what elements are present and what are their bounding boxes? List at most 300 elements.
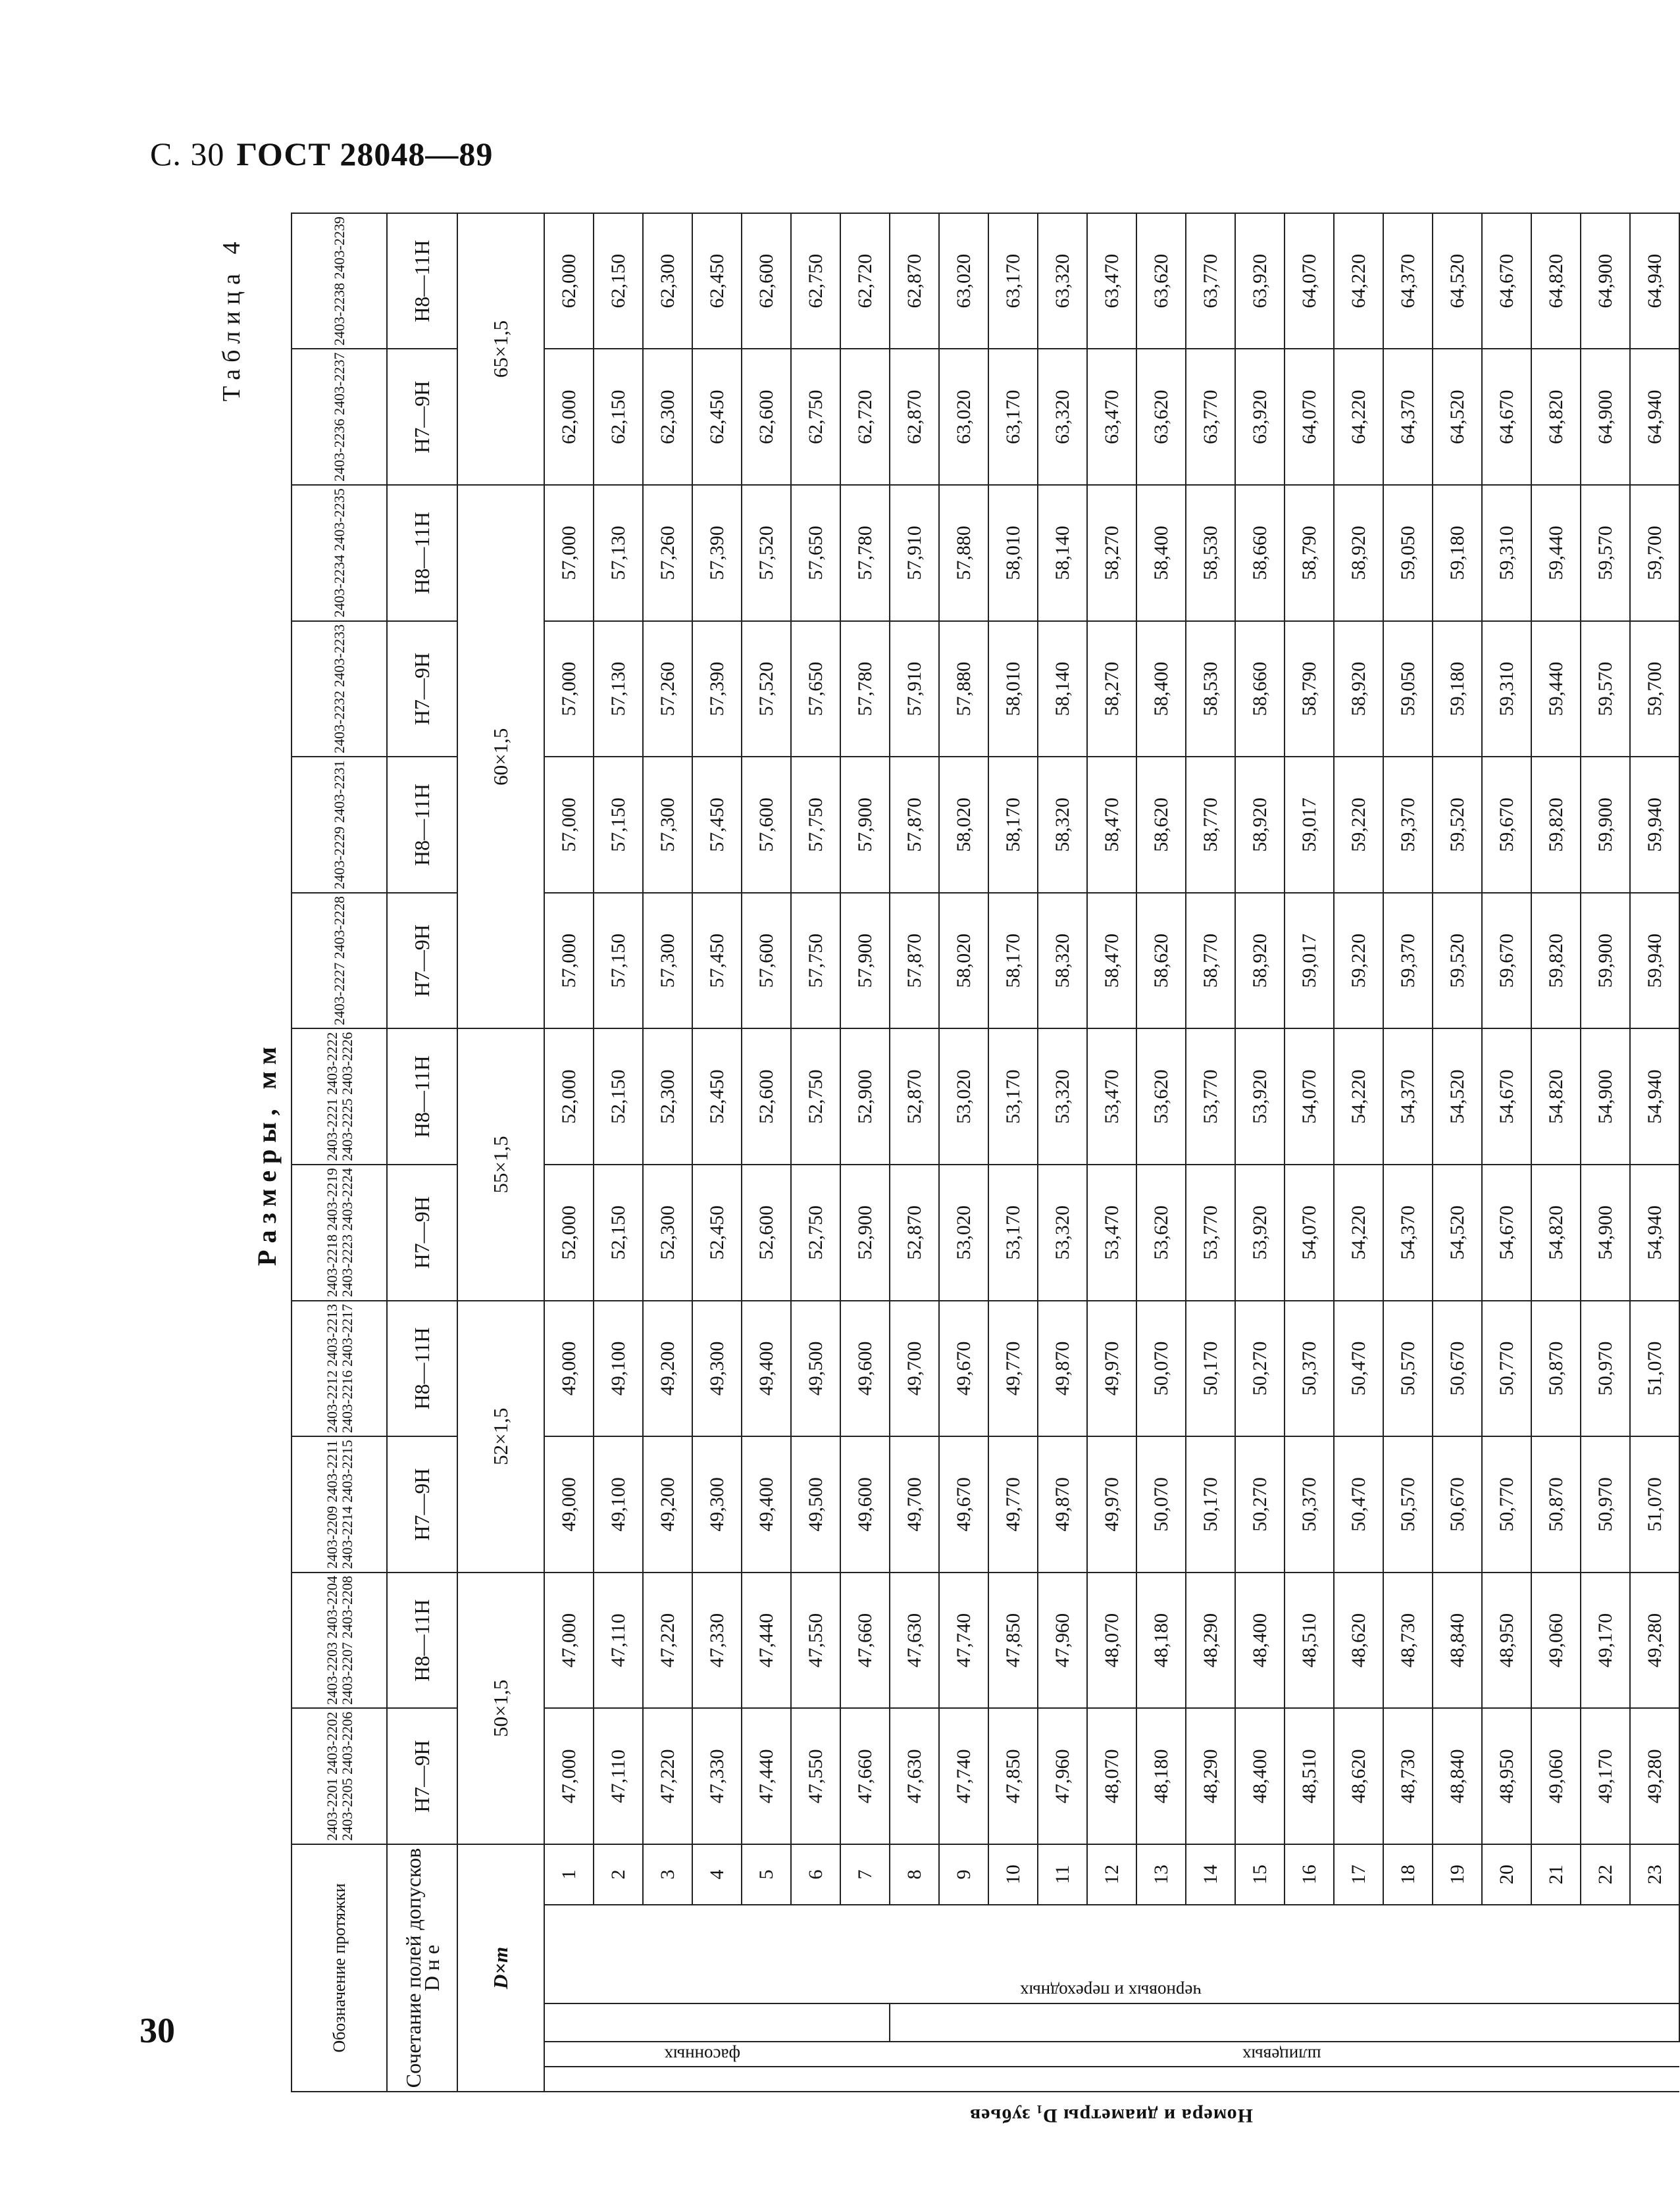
- diameter-value: 49,100: [594, 1301, 643, 1437]
- diameter-value: 59,940: [1630, 757, 1679, 893]
- diameter-value: 57,900: [840, 757, 890, 893]
- diameter-value: 57,000: [544, 757, 594, 893]
- diameter-value: 47,740: [939, 1573, 988, 1709]
- diameter-value: 52,750: [791, 1028, 840, 1165]
- group-label-shaped: фасонных: [664, 2045, 741, 2065]
- diameter-value: 54,220: [1334, 1165, 1383, 1301]
- diameter-value: 48,840: [1433, 1573, 1482, 1709]
- row-number: 9: [939, 1844, 988, 1905]
- diameter-value: 50,570: [1383, 1436, 1433, 1573]
- tolerance-cell: H8—11H: [387, 1573, 457, 1709]
- designation-cell: 2403-2218 2403-2219 2403-2223 2403-2224: [292, 1165, 387, 1301]
- diameter-value: 59,220: [1334, 893, 1383, 1029]
- diameter-value: 63,170: [988, 213, 1038, 349]
- designation-cell: 2403-2221 2403-2222 2403-2225 2403-2226: [292, 1028, 387, 1165]
- diameter-value: 49,200: [643, 1301, 692, 1437]
- diameter-value: 58,770: [1186, 893, 1235, 1029]
- diameter-value: 53,620: [1136, 1165, 1186, 1301]
- diameter-value: 48,730: [1383, 1573, 1433, 1709]
- diameter-value: 48,510: [1285, 1573, 1334, 1709]
- diameter-value: 49,970: [1087, 1436, 1136, 1573]
- designation-cell: 2403-2203 2403-2204 2403-2207 2403-2208: [292, 1573, 387, 1709]
- designation-cell: 2403-2227 2403-2228: [292, 893, 387, 1029]
- diameter-value: 58,140: [1038, 485, 1087, 621]
- diameter-value: 62,750: [791, 349, 840, 485]
- sizes-caption: Размеры, мм: [252, 1040, 282, 1266]
- table-row: [1433, 213, 1482, 2092]
- diameter-value: 47,960: [1038, 1708, 1087, 1844]
- diameter-value: 48,510: [1285, 1708, 1334, 1844]
- diameter-value: 54,900: [1581, 1165, 1630, 1301]
- diameter-value: 58,170: [988, 893, 1038, 1029]
- diameter-value: 53,920: [1235, 1165, 1285, 1301]
- row-number: 17: [1334, 1844, 1383, 1905]
- diameter-value: 50,470: [1334, 1301, 1383, 1437]
- diameter-value: 64,220: [1334, 213, 1383, 349]
- diameter-value: 59,050: [1383, 485, 1433, 621]
- diameter-value: 52,150: [594, 1165, 643, 1301]
- diameter-value: 50,570: [1383, 1301, 1433, 1437]
- diameter-value: 47,440: [742, 1573, 791, 1709]
- diameter-value: 64,820: [1531, 349, 1581, 485]
- diameter-value: 62,720: [840, 349, 890, 485]
- diameter-value: 49,500: [791, 1436, 840, 1573]
- diameter-value: 53,320: [1038, 1028, 1087, 1165]
- table-row: [1531, 213, 1581, 2092]
- diameter-value: 57,600: [742, 757, 791, 893]
- tolerance-cell: H7—9H: [387, 1708, 457, 1844]
- diameter-value: 57,780: [840, 621, 890, 757]
- diameter-value: 57,150: [594, 893, 643, 1029]
- diameter-value: 49,200: [643, 1436, 692, 1573]
- diameter-value: 49,280: [1630, 1708, 1679, 1844]
- diameter-value: 62,300: [643, 213, 692, 349]
- diameter-value: 64,070: [1285, 213, 1334, 349]
- row-number: 3: [643, 1844, 692, 1905]
- diameter-value: 57,390: [692, 621, 742, 757]
- diameter-value: 53,470: [1087, 1028, 1136, 1165]
- row-number: 8: [890, 1844, 939, 1905]
- diameter-value: 63,770: [1186, 349, 1235, 485]
- diameter-value: 48,400: [1235, 1573, 1285, 1709]
- table-row: [1383, 213, 1433, 2092]
- diameter-value: 62,000: [544, 349, 594, 485]
- diameter-value: 48,180: [1136, 1573, 1186, 1709]
- diameter-value: 52,870: [890, 1028, 939, 1165]
- diameter-value: 52,450: [692, 1165, 742, 1301]
- diameter-value: 63,920: [1235, 213, 1285, 349]
- diameter-value: 58,790: [1285, 621, 1334, 757]
- diameter-value: 53,620: [1136, 1028, 1186, 1165]
- diameter-value: 49,170: [1581, 1708, 1630, 1844]
- diameter-value: 59,220: [1334, 757, 1383, 893]
- diameter-value: 57,000: [544, 893, 594, 1029]
- diameter-value: 59,370: [1383, 757, 1433, 893]
- diameter-value: 47,110: [594, 1573, 643, 1709]
- diameter-value: 63,320: [1038, 213, 1087, 349]
- diameter-value: 54,820: [1531, 1028, 1581, 1165]
- diameter-value: 63,020: [939, 349, 988, 485]
- diameter-value: 47,960: [1038, 1573, 1087, 1709]
- diameter-value: 58,770: [1186, 757, 1235, 893]
- table-row: [1630, 213, 1679, 2092]
- tolerance-header: Сочетание полей допусков D н е: [387, 1844, 457, 2092]
- diameter-value: 54,820: [1531, 1165, 1581, 1301]
- diameter-value: 49,400: [742, 1301, 791, 1437]
- designation-cell: 2403-2238 2403-2239: [292, 213, 387, 349]
- diameter-value: 51,070: [1630, 1301, 1679, 1437]
- table-row: [692, 213, 742, 2092]
- diameter-value: 47,220: [643, 1708, 692, 1844]
- diameter-value: 50,370: [1285, 1301, 1334, 1437]
- diameter-value: 57,520: [742, 621, 791, 757]
- diameter-value: 49,670: [939, 1301, 988, 1437]
- diameter-value: 49,500: [791, 1301, 840, 1437]
- diameter-value: 57,000: [544, 485, 594, 621]
- diameter-value: 48,950: [1482, 1708, 1531, 1844]
- diameter-value: 59,050: [1383, 621, 1433, 757]
- diameter-value: 62,450: [692, 213, 742, 349]
- diameter-value: 48,070: [1087, 1708, 1136, 1844]
- diameter-value: 64,220: [1334, 349, 1383, 485]
- diameter-value: 57,880: [939, 621, 988, 757]
- table-row: [1136, 213, 1186, 2092]
- group-label-rough: черновых и переходных: [1020, 1981, 1202, 2002]
- diameter-value: 63,470: [1087, 213, 1136, 349]
- diameter-value: 47,330: [692, 1708, 742, 1844]
- diameter-value: 58,620: [1136, 757, 1186, 893]
- diameter-value: 57,130: [594, 621, 643, 757]
- diameter-value: 48,950: [1482, 1573, 1531, 1709]
- designation-cell: 2403-2229 2403-2231: [292, 757, 387, 893]
- diameter-value: 59,570: [1581, 485, 1630, 621]
- dxm-cell: 65×1,5: [457, 213, 544, 485]
- diameter-value: 54,520: [1433, 1165, 1482, 1301]
- diameter-value: 50,370: [1285, 1436, 1334, 1573]
- diameter-value: 63,020: [939, 213, 988, 349]
- table-row: [1581, 213, 1630, 2092]
- diameter-value: 49,300: [692, 1436, 742, 1573]
- row-number: 15: [1235, 1844, 1285, 1905]
- diameter-value: 52,300: [643, 1028, 692, 1165]
- diameter-value: 62,600: [742, 349, 791, 485]
- diameter-value: 53,770: [1186, 1028, 1235, 1165]
- diameter-value: 64,670: [1482, 349, 1531, 485]
- row-number: 11: [1038, 1844, 1087, 1905]
- table-row: [544, 213, 594, 2092]
- diameter-value: 53,320: [1038, 1165, 1087, 1301]
- diameter-value: 59,900: [1581, 757, 1630, 893]
- designation-cell: 2403-2209 2403-2211 2403-2214 2403-2215: [292, 1436, 387, 1573]
- tolerance-cell: H7—9H: [387, 893, 457, 1029]
- tolerance-cell: H8—11H: [387, 1028, 457, 1165]
- table-row: [643, 213, 692, 2092]
- designation-cell: 2403-2201 2403-2202 2403-2205 2403-2206: [292, 1708, 387, 1844]
- tolerance-cell: H7—9H: [387, 1165, 457, 1301]
- table-row: [939, 213, 988, 2092]
- diameter-value: 54,940: [1630, 1028, 1679, 1165]
- diameter-value: 49,100: [594, 1436, 643, 1573]
- diameter-value: 58,020: [939, 757, 988, 893]
- diameter-value: 63,620: [1136, 349, 1186, 485]
- diameter-value: 52,600: [742, 1028, 791, 1165]
- diameter-value: 53,770: [1186, 1165, 1235, 1301]
- diameter-value: 47,000: [544, 1573, 594, 1709]
- diameter-value: 58,400: [1136, 485, 1186, 621]
- row-number: 7: [840, 1844, 890, 1905]
- row-number: 10: [988, 1844, 1038, 1905]
- row-number: 21: [1531, 1844, 1581, 1905]
- diameter-value: 53,020: [939, 1165, 988, 1301]
- diameter-value: 58,920: [1334, 485, 1383, 621]
- table-row: [1285, 213, 1334, 2092]
- diameter-value: 54,520: [1433, 1028, 1482, 1165]
- diameter-value: 59,900: [1581, 893, 1630, 1029]
- tolerance-cell: H8—11H: [387, 485, 457, 621]
- side-caption-cell: [544, 2067, 1679, 2092]
- diameter-value: 49,870: [1038, 1301, 1087, 1437]
- diameter-value: 52,900: [840, 1165, 890, 1301]
- diameter-value: 59,670: [1482, 893, 1531, 1029]
- diameter-value: 47,740: [939, 1708, 988, 1844]
- diameter-value: 58,470: [1087, 757, 1136, 893]
- table-row: [840, 213, 890, 2092]
- diameter-value: 57,910: [890, 485, 939, 621]
- dxm-cell: 52×1,5: [457, 1301, 544, 1573]
- diameter-value: 52,870: [890, 1165, 939, 1301]
- diameter-value: 50,870: [1531, 1436, 1581, 1573]
- row-number: 5: [742, 1844, 791, 1905]
- diameter-value: 64,520: [1433, 213, 1482, 349]
- diameter-value: 54,940: [1630, 1165, 1679, 1301]
- designation-cell: 2403-2212 2403-2213 2403-2216 2403-2217: [292, 1301, 387, 1437]
- diameter-value: 49,170: [1581, 1573, 1630, 1709]
- row-number: 1: [544, 1844, 594, 1905]
- diameter-value: 47,630: [890, 1573, 939, 1709]
- diameter-value: 58,470: [1087, 893, 1136, 1029]
- diameter-value: 59,520: [1433, 893, 1482, 1029]
- diameter-value: 48,180: [1136, 1708, 1186, 1844]
- diameter-value: 58,270: [1087, 485, 1136, 621]
- diameter-value: 59,520: [1433, 757, 1482, 893]
- diameter-value: 57,300: [643, 757, 692, 893]
- row-number: 4: [692, 1844, 742, 1905]
- page-number: 30: [140, 2011, 175, 2050]
- diameter-value: 57,650: [791, 621, 840, 757]
- diameter-value: 58,170: [988, 757, 1038, 893]
- diameter-value: 59,310: [1482, 485, 1531, 621]
- tolerance-cell: H7—9H: [387, 621, 457, 757]
- diameter-value: 52,750: [791, 1165, 840, 1301]
- diameter-value: 52,600: [742, 1165, 791, 1301]
- diameter-value: 49,280: [1630, 1573, 1679, 1709]
- diameter-value: 59,370: [1383, 893, 1433, 1029]
- group-label-spline: шлицевых: [1242, 2045, 1321, 2065]
- diameter-value: 53,920: [1235, 1028, 1285, 1165]
- diameter-value: 49,600: [840, 1436, 890, 1573]
- diameter-value: 49,870: [1038, 1436, 1087, 1573]
- diameter-value: 64,820: [1531, 213, 1581, 349]
- diameter-value: 57,390: [692, 485, 742, 621]
- diameter-value: 57,900: [840, 893, 890, 1029]
- diameter-value: 49,300: [692, 1301, 742, 1437]
- dxm-header: D×m: [457, 1844, 544, 2092]
- table-row: [1482, 213, 1531, 2092]
- diameter-value: 57,150: [594, 757, 643, 893]
- diameter-value: 59,440: [1531, 621, 1581, 757]
- diameter-value: 54,670: [1482, 1028, 1531, 1165]
- diameter-value: 50,270: [1235, 1436, 1285, 1573]
- diameter-value: 58,270: [1087, 621, 1136, 757]
- dxm-cell: 55×1,5: [457, 1028, 544, 1300]
- designation-header: Обозначение протяжки: [292, 1844, 387, 2092]
- diameter-value: 47,660: [840, 1573, 890, 1709]
- diameter-value: 47,550: [791, 1708, 840, 1844]
- diameter-value: 58,400: [1136, 621, 1186, 757]
- diameter-value: 63,170: [988, 349, 1038, 485]
- diameter-value: 50,870: [1531, 1301, 1581, 1437]
- diameter-value: 62,870: [890, 349, 939, 485]
- diameter-value: 50,670: [1433, 1301, 1482, 1437]
- diameter-value: 50,770: [1482, 1301, 1531, 1437]
- diameter-value: 54,900: [1581, 1028, 1630, 1165]
- tolerance-cell: H8—11H: [387, 757, 457, 893]
- diameter-value: 58,320: [1038, 893, 1087, 1029]
- diameter-value: 59,670: [1482, 757, 1531, 893]
- diameter-value: 52,900: [840, 1028, 890, 1165]
- designation-cell: 2403-2234 2403-2235: [292, 485, 387, 621]
- diameter-value: 48,620: [1334, 1708, 1383, 1844]
- diameter-value: 59,700: [1630, 621, 1679, 757]
- row-number: 14: [1186, 1844, 1235, 1905]
- diameter-value: 52,000: [544, 1165, 594, 1301]
- diameter-value: 50,170: [1186, 1301, 1235, 1437]
- diameter-value: 48,730: [1383, 1708, 1433, 1844]
- diameter-value: 47,220: [643, 1573, 692, 1709]
- diameter-value: 49,970: [1087, 1301, 1136, 1437]
- diameter-value: 62,000: [544, 213, 594, 349]
- diameter-value: 51,070: [1630, 1436, 1679, 1573]
- diameter-value: 64,670: [1482, 213, 1531, 349]
- diameter-value: 53,020: [939, 1028, 988, 1165]
- table-caption: Таблица 4: [218, 235, 245, 401]
- diameter-value: 47,660: [840, 1708, 890, 1844]
- diameter-value: 64,940: [1630, 213, 1679, 349]
- diameter-value: 62,150: [594, 213, 643, 349]
- row-number: 20: [1482, 1844, 1531, 1905]
- group-empty-cell: [890, 2003, 1679, 2042]
- diameter-value: 50,970: [1581, 1436, 1630, 1573]
- diameter-value: 62,600: [742, 213, 791, 349]
- diameter-value: 58,320: [1038, 757, 1087, 893]
- group-empty-cell: [544, 2003, 890, 2042]
- diameter-value: 57,450: [692, 757, 742, 893]
- diameter-value: 58,530: [1186, 621, 1235, 757]
- diameter-value: 49,670: [939, 1436, 988, 1573]
- tolerance-cell: H8—11H: [387, 1301, 457, 1437]
- tolerance-cell: H7—9H: [387, 349, 457, 485]
- diameter-value: 48,840: [1433, 1708, 1482, 1844]
- row-number: 6: [791, 1844, 840, 1905]
- diameter-value: 58,920: [1334, 621, 1383, 757]
- diameter-value: 47,110: [594, 1708, 643, 1844]
- table-row: [988, 213, 1038, 2092]
- diameter-value: 57,880: [939, 485, 988, 621]
- diameter-value: 64,900: [1581, 349, 1630, 485]
- diameter-value: 59,017: [1285, 893, 1334, 1029]
- row-number: 23: [1630, 1844, 1679, 1905]
- diameter-value: 47,850: [988, 1573, 1038, 1709]
- diameter-value: 63,320: [1038, 349, 1087, 485]
- diameter-value: 57,000: [544, 621, 594, 757]
- dxm-cell: 60×1,5: [457, 485, 544, 1028]
- diameter-value: 59,820: [1531, 757, 1581, 893]
- tolerance-cell: H7—9H: [387, 1436, 457, 1573]
- diameter-value: 62,450: [692, 349, 742, 485]
- tolerance-cell: H8—11H: [387, 213, 457, 349]
- diameter-value: 54,070: [1285, 1165, 1334, 1301]
- diameter-value: 57,870: [890, 893, 939, 1029]
- diameter-value: 64,900: [1581, 213, 1630, 349]
- row-number: 13: [1136, 1844, 1186, 1905]
- diameter-value: 59,570: [1581, 621, 1630, 757]
- diameter-value: 58,790: [1285, 485, 1334, 621]
- diameter-value: 57,750: [791, 757, 840, 893]
- side-caption: Номера и диаметры D₁ зубьев: [969, 2105, 1253, 2127]
- row-number: 2: [594, 1844, 643, 1905]
- diameter-value: 47,630: [890, 1708, 939, 1844]
- diameter-value: 54,070: [1285, 1028, 1334, 1165]
- row-number: 18: [1383, 1844, 1433, 1905]
- diameter-value: 57,910: [890, 621, 939, 757]
- diameter-value: 59,180: [1433, 621, 1482, 757]
- table-row: [1087, 213, 1136, 2092]
- diameter-value: 57,600: [742, 893, 791, 1029]
- row-number: 19: [1433, 1844, 1482, 1905]
- diameter-value: 57,780: [840, 485, 890, 621]
- diameter-value: 47,440: [742, 1708, 791, 1844]
- dxm-cell: 50×1,5: [457, 1573, 544, 1844]
- diameter-value: 54,370: [1383, 1165, 1433, 1301]
- diameter-value: 49,400: [742, 1436, 791, 1573]
- designation-cell: 2403-2232 2403-2233: [292, 621, 387, 757]
- diameter-value: 53,170: [988, 1028, 1038, 1165]
- row-number: 12: [1087, 1844, 1136, 1905]
- page-label: С. 30: [150, 136, 225, 172]
- diameter-value: 59,820: [1531, 893, 1581, 1029]
- table-row: [1334, 213, 1383, 2092]
- diameter-value: 57,260: [643, 485, 692, 621]
- designation-cell: 2403-2236 2403-2237: [292, 349, 387, 485]
- diameter-value: 49,700: [890, 1301, 939, 1437]
- diameter-value: 52,300: [643, 1165, 692, 1301]
- diameter-value: 58,010: [988, 485, 1038, 621]
- diameter-value: 48,620: [1334, 1573, 1383, 1709]
- diameter-value: 57,650: [791, 485, 840, 621]
- diameter-value: 64,520: [1433, 349, 1482, 485]
- diameter-value: 47,850: [988, 1708, 1038, 1844]
- diameter-value: 50,170: [1186, 1436, 1235, 1573]
- diameter-value: 59,700: [1630, 485, 1679, 621]
- diameter-value: 47,550: [791, 1573, 840, 1709]
- diameter-value: 64,370: [1383, 349, 1433, 485]
- diameter-value: 57,750: [791, 893, 840, 1029]
- diameter-value: 52,000: [544, 1028, 594, 1165]
- diameter-value: 48,400: [1235, 1708, 1285, 1844]
- diameter-value: 50,070: [1136, 1301, 1186, 1437]
- diameter-value: 59,017: [1285, 757, 1334, 893]
- diameter-value: 63,770: [1186, 213, 1235, 349]
